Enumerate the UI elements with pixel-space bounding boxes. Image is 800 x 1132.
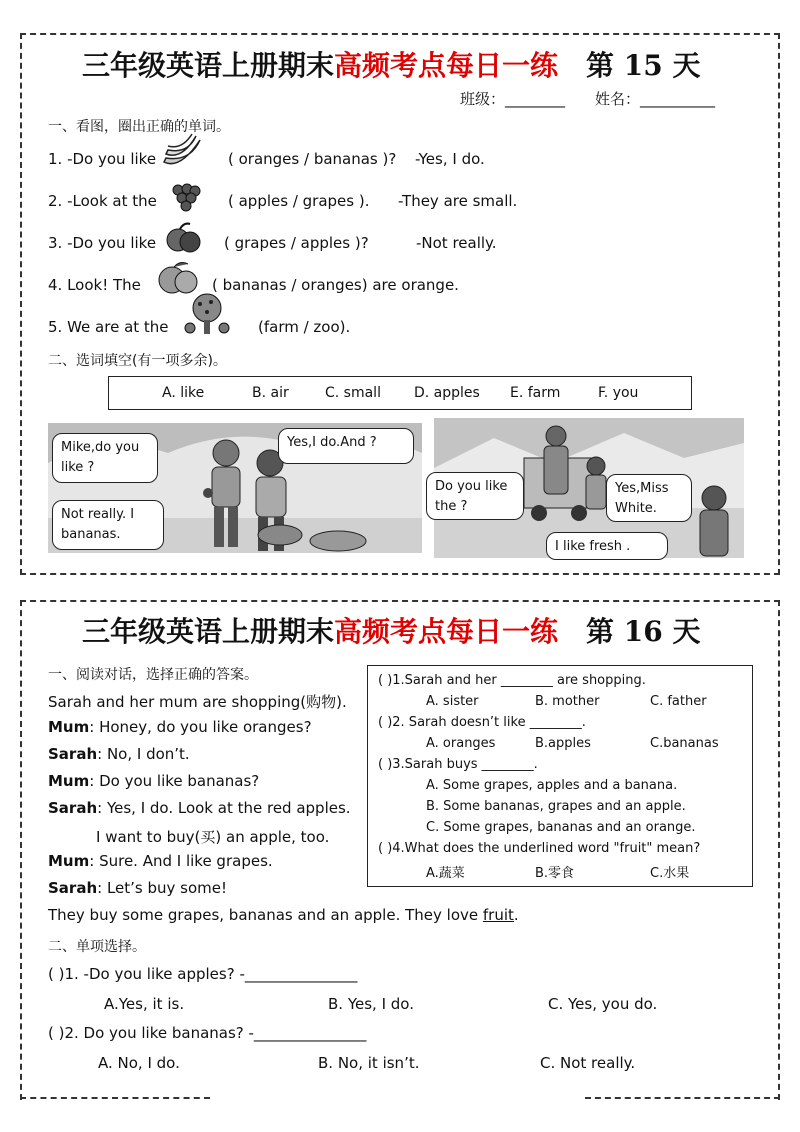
- question-1-choice[interactable]: ( oranges / bananas )?: [228, 150, 397, 168]
- underlined-word: fruit: [482, 906, 514, 924]
- speech-bubble: Do you like the ?: [426, 472, 524, 520]
- speech-bubble: Yes,Miss White.: [606, 474, 692, 522]
- mc-question: ( )2. Do you like bananas? -_______________: [48, 1024, 367, 1042]
- grapes-icon: [168, 180, 204, 214]
- dialogue-line: I want to buy(买) an apple, too.: [96, 828, 330, 846]
- question-2-choice[interactable]: ( apples / grapes ).: [228, 192, 370, 210]
- mc-option[interactable]: B. Yes, I do.: [328, 995, 414, 1013]
- answer-option[interactable]: C. Some grapes, bananas and an orange.: [426, 820, 696, 835]
- title-black-part: 三年级英语上册期末: [82, 615, 335, 648]
- title-red-part: 高频考点每日一练: [334, 615, 559, 648]
- reading-question: ( )4.What does the underlined word "fruit" mean?: [378, 841, 701, 856]
- reading-question: ( )2. Sarah doesn’t like ________.: [378, 715, 586, 730]
- question-3: 3. -Do you like: [48, 234, 157, 252]
- speech-bubble: Mike,do you like ?: [52, 433, 158, 483]
- speech-bubble: Not really. I bananas.: [52, 500, 164, 550]
- word-option[interactable]: E. farm: [510, 385, 561, 401]
- section-heading: 二、单项选择。: [48, 939, 146, 955]
- mc-question: ( )1. -Do you like apples? -_______________: [48, 965, 358, 983]
- mc-option[interactable]: C. Yes, you do.: [548, 995, 658, 1013]
- answer-option[interactable]: C.bananas: [650, 736, 719, 751]
- answer-option[interactable]: A. sister: [426, 694, 479, 709]
- answer-option[interactable]: A. oranges: [426, 736, 496, 751]
- name-label: 姓名：__________: [595, 90, 716, 108]
- answer-option[interactable]: A.蔬菜: [426, 866, 465, 881]
- dialogue-line: Sarah: Yes, I do. Look at the red apples.: [48, 799, 351, 817]
- title-day: 第 15 天: [586, 49, 701, 82]
- word-option[interactable]: D. apples: [414, 385, 480, 401]
- dialogue-line: Mum: Honey, do you like oranges?: [48, 718, 312, 736]
- question-4-choice[interactable]: ( bananas / oranges) are orange.: [212, 276, 459, 294]
- question-1: 1. -Do you like: [48, 150, 157, 168]
- mc-option[interactable]: C. Not really.: [540, 1054, 636, 1072]
- dialogue-line: Mum: Do you like bananas?: [48, 772, 260, 790]
- question-2-answer: -They are small.: [398, 192, 518, 210]
- speech-bubble: I like fresh .: [546, 532, 668, 560]
- word-option[interactable]: B. air: [252, 385, 289, 401]
- question-2: 2. -Look at the: [48, 192, 157, 210]
- answer-option[interactable]: B.apples: [535, 736, 591, 751]
- answer-option[interactable]: C.水果: [650, 866, 690, 881]
- word-option[interactable]: A. like: [162, 385, 205, 401]
- title-black-part: 三年级英语上册期末: [82, 49, 335, 82]
- answer-option[interactable]: B.零食: [535, 866, 575, 881]
- question-4: 4. Look! The: [48, 276, 141, 294]
- answer-option[interactable]: C. father: [650, 694, 707, 709]
- title-day: 第 16 天: [586, 615, 701, 648]
- mc-option[interactable]: A.Yes, it is.: [104, 995, 185, 1013]
- day15-title: [82, 44, 701, 84]
- section-heading: 二、选词填空(有一项多余)。: [48, 353, 227, 369]
- answer-option[interactable]: B. Some bananas, grapes and an apple.: [426, 799, 686, 814]
- mc-option[interactable]: B. No, it isn’t.: [318, 1054, 420, 1072]
- answer-option[interactable]: B. mother: [535, 694, 600, 709]
- answer-option[interactable]: A. Some grapes, apples and a banana.: [426, 778, 678, 793]
- dialogue-line: Sarah: No, I don’t.: [48, 745, 190, 763]
- mc-option[interactable]: A. No, I do.: [98, 1054, 180, 1072]
- reading-question: ( )1.Sarah and her ________ are shopping.: [378, 673, 646, 688]
- class-label: 班级：________: [460, 90, 566, 108]
- apples-icon: [164, 220, 204, 256]
- section-heading: 一、看图，圈出正确的单词。: [48, 119, 230, 135]
- question-3-choice[interactable]: ( grapes / apples )?: [224, 234, 369, 252]
- bananas-icon: [160, 132, 206, 172]
- farm-tree-icon: [180, 292, 234, 338]
- title-red-part: 高频考点每日一练: [334, 49, 559, 82]
- reading-question: ( )3.Sarah buys ________.: [378, 757, 538, 772]
- word-option[interactable]: F. you: [598, 385, 639, 401]
- day16-title: [82, 610, 701, 650]
- section-heading: 一、阅读对话，选择正确的答案。: [48, 667, 258, 683]
- bottom-dashed-left: [20, 1097, 210, 1099]
- speech-bubble: Yes,I do.And ?: [278, 428, 414, 464]
- bottom-dashed-right: [585, 1097, 780, 1099]
- question-5: 5. We are at the: [48, 318, 169, 336]
- passage-closing: They buy some grapes, bananas and an apple. They love fruit.: [48, 906, 519, 924]
- word-option[interactable]: C. small: [325, 385, 381, 401]
- passage-intro: Sarah and her mum are shopping(购物).: [48, 693, 347, 711]
- question-5-choice[interactable]: (farm / zoo).: [258, 318, 351, 336]
- dialogue-line: Mum: Sure. And I like grapes.: [48, 852, 273, 870]
- question-3-answer: -Not really.: [416, 234, 497, 252]
- dialogue-line: Sarah: Let’s buy some!: [48, 879, 228, 897]
- question-1-answer: -Yes, I do.: [415, 150, 485, 168]
